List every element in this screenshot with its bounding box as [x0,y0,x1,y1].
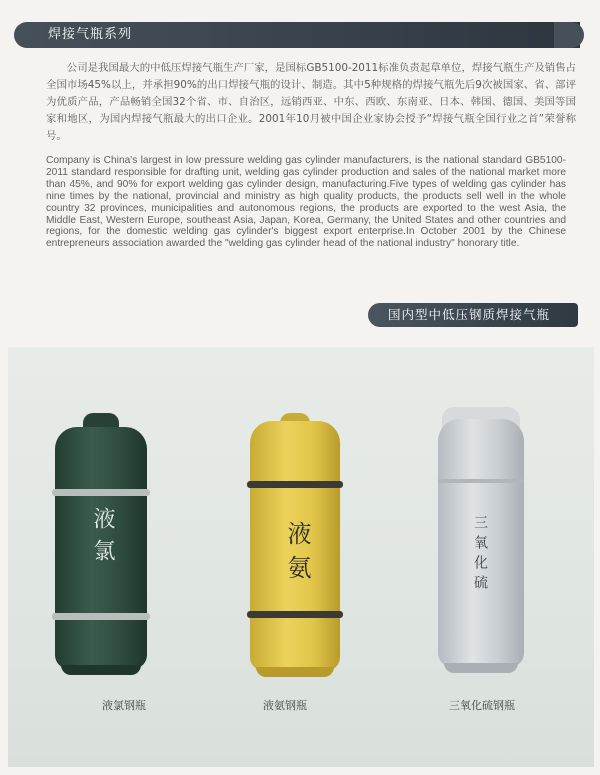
cylinder-marking: 三氧化硫 [472,515,488,595]
intro-english: Company is China's largest in low pressure welding gas cylinder manufacturers, is the national standard GB5100-2011 standard responsible for drafting unit, welding gas cylinder production and sales of the national market more than 45%, and 90% for export welding gas cylinder design, manufacturing.Five types of welding gas cylinder has nine times by the national, provincial and ministry as high quality products, the products sell well in the whole country 32 provinces, municipalities and autonomous regions, the products are exported to the west Asia, the Middle East, Western Europe, southeast Asia, Japan, Korea, Germany, the United States and other countries and regions, for the domestic welding gas cylinder's biggest export enterprise.In October 2001 by the Chinese entrepreneurs association awarded the "welding gas cylinder head of the national industry" honorary title. [46,155,566,250]
cylinder-ammonia [250,421,340,671]
cylinder-chlorine [55,427,147,669]
caption-sulfur-trioxide-cylinder: 三氧化硫钢瓶 [449,699,515,712]
caption-ammonia-cylinder: 液氨钢瓶 [263,699,307,712]
section-title: 国内型中低压钢质焊接气瓶 [388,307,551,322]
header-title: 焊接气瓶系列 [48,27,133,42]
cylinder-marking: 液氨 [283,521,311,589]
cylinder-sulfur-trioxide [438,419,524,667]
header-bar [14,22,580,48]
cylinder-marking: 液氯 [90,507,115,571]
intro-chinese: 公司是我国最大的中低压焊接气瓶生产厂家，是国标GB5100-2011标准负责起草单位，焊接气瓶生产及销售占全国市场45%以上，并承担90%的出口焊接气瓶的设计、制造。其中5种规格的焊接气瓶先后9次被国家、省、部评为优质产品，产品畅销全国32个省、市、自治区，远销西亚、中东、西欧、东南亚、日本、韩国、德国、美国等国家和地区，为国内焊接气瓶最大的出口企业。2001年10月被中国企业家协会授予“焊接气瓶全国行业之首”荣誉称号。 [46,62,576,142]
section-bar [368,303,578,327]
caption-chlorine-cylinder: 液氯钢瓶 [102,699,146,712]
